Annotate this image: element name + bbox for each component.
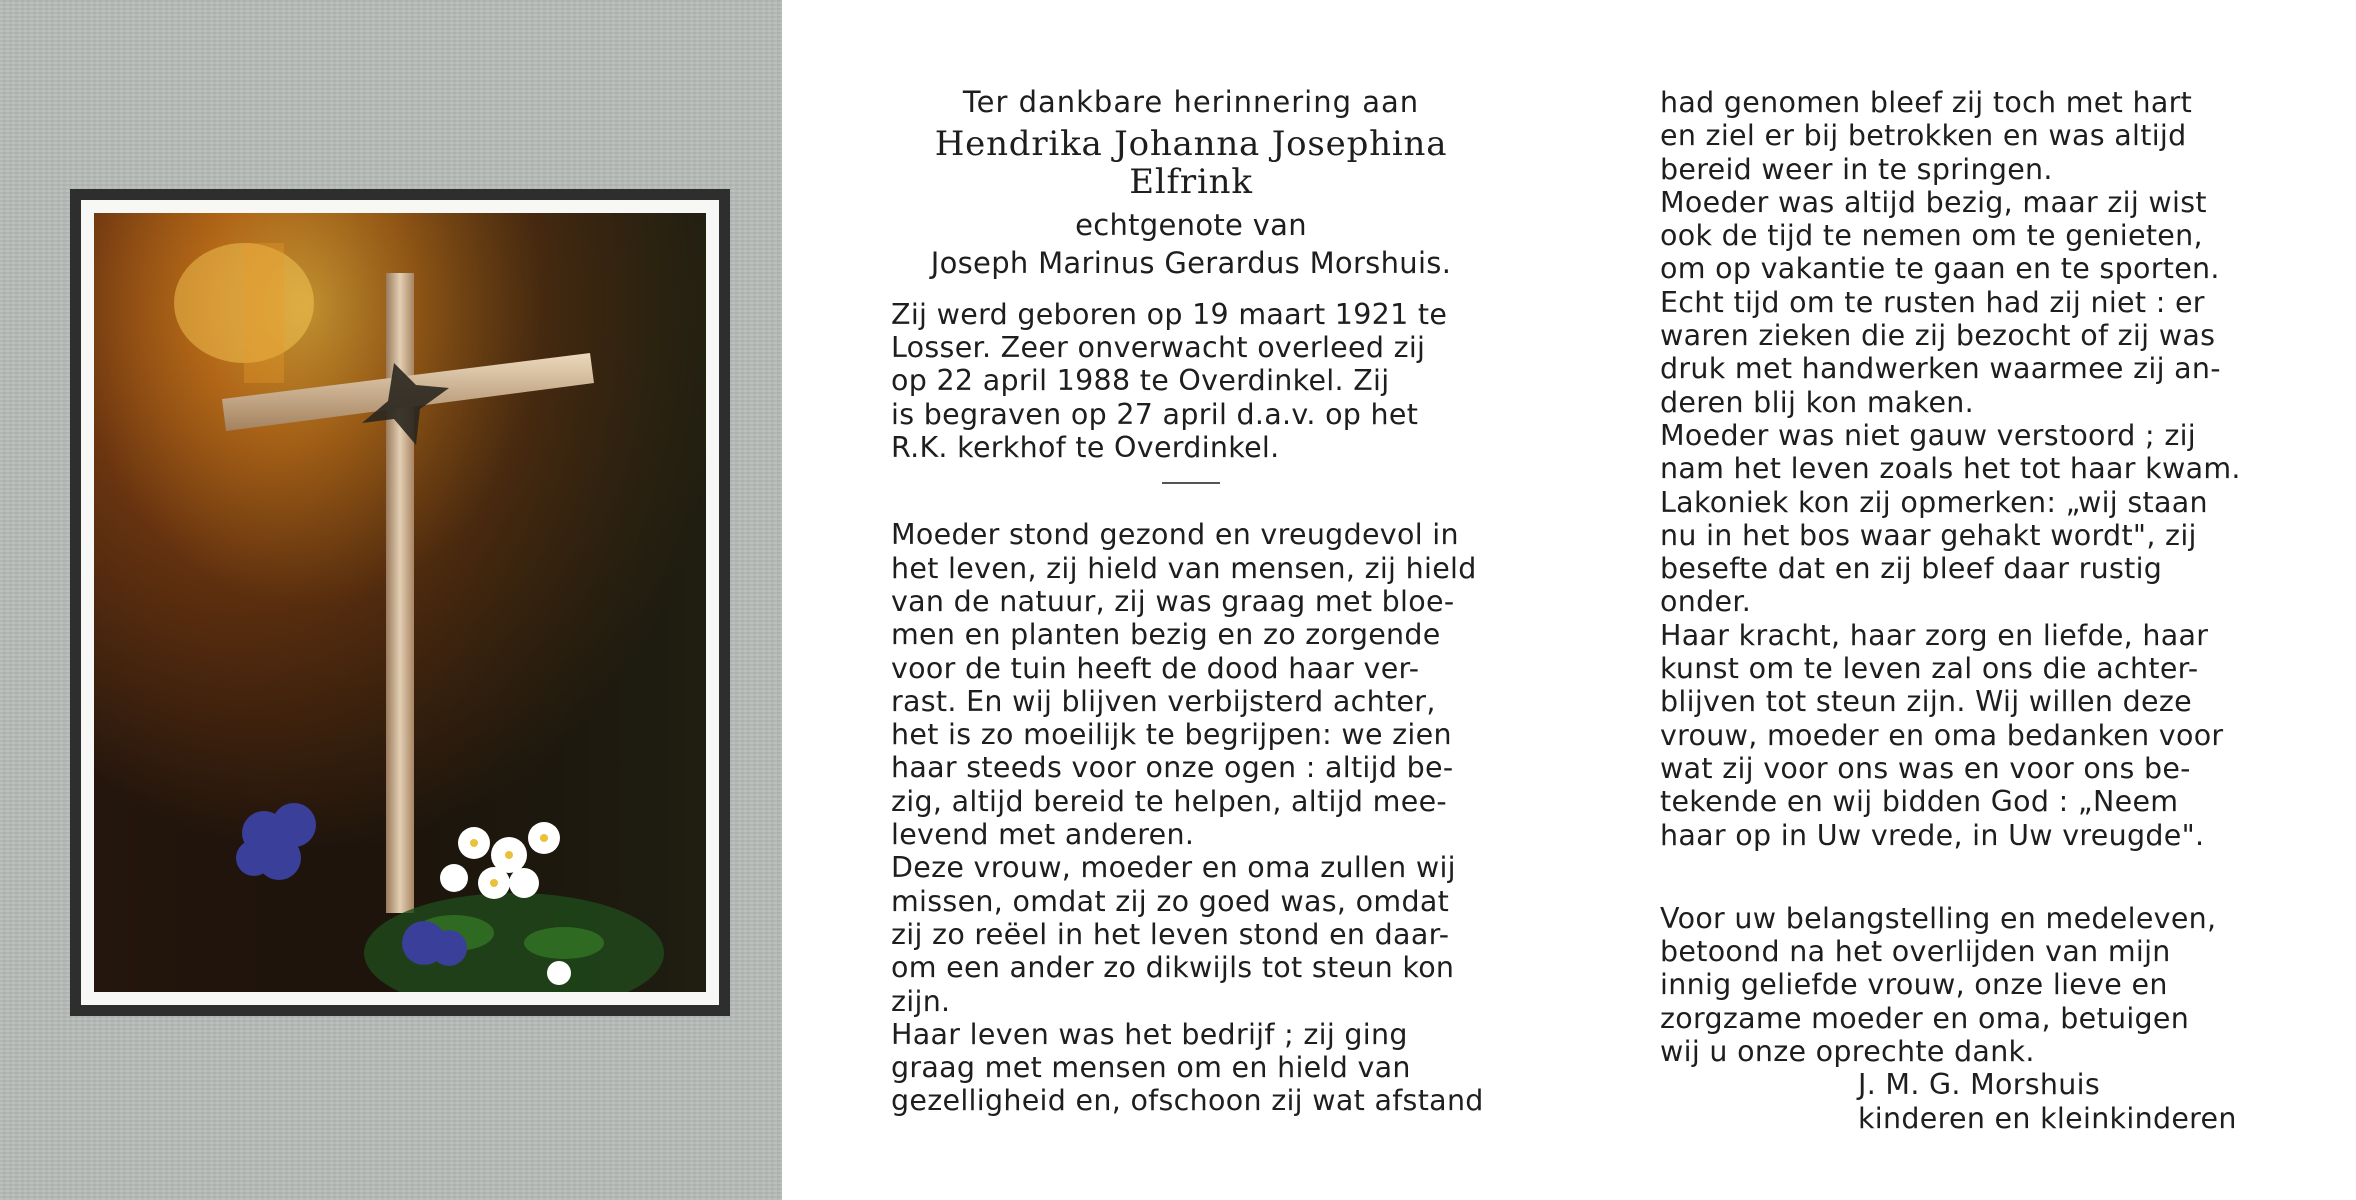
biography-part1 bbox=[891, 518, 1491, 1117]
biography-line: Haar kracht, haar zorg en liefde, haar bbox=[1660, 618, 2209, 652]
biography-line: Deze vrouw, moeder en oma zullen wij bbox=[891, 851, 1456, 885]
detail-line: R.K. kerkhof te Overdinkel. bbox=[891, 431, 1280, 465]
biography-line: men en planten bezig en zo zorgende bbox=[891, 618, 1441, 652]
spouse-intro: echtgenote van bbox=[1075, 208, 1307, 243]
biography-line: kunst om te leven zal ons die achter- bbox=[1660, 652, 2199, 686]
thanks-message bbox=[1660, 902, 2260, 1068]
thanks-line: innig geliefde vrouw, onze lieve en bbox=[1660, 968, 2168, 1002]
biography-line: wat zij voor ons was en voor ons be- bbox=[1660, 751, 2191, 785]
biography-line: Echt tijd om te rusten had zij niet : er bbox=[1660, 285, 2205, 319]
biography-line: zig, altijd bereid te helpen, altijd mee- bbox=[891, 784, 1447, 818]
biography-line: bereid weer in te springen. bbox=[1660, 152, 2053, 186]
biography-line: om een ander zo dikwijls tot steun kon bbox=[891, 951, 1455, 985]
biography-line: onder. bbox=[1660, 585, 1752, 619]
signature-name: J. M. G. Morshuis bbox=[1858, 1068, 2101, 1102]
biography-line: voor de tuin heeft de dood haar ver- bbox=[891, 651, 1420, 685]
detail-line: is begraven op 27 april d.a.v. op het bbox=[891, 397, 1419, 431]
biography-line: tekende en wij bidden God : „Neem bbox=[1660, 785, 2179, 819]
left-text-column bbox=[891, 86, 1491, 1118]
biography-line: Moeder was niet gauw verstoord ; zij bbox=[1660, 418, 2197, 452]
thanks-line: wij u onze oprechte dank. bbox=[1660, 1035, 2035, 1069]
biography-line: nu in het bos waar gehakt wordt", zij bbox=[1660, 518, 2197, 552]
biography-line: om op vakantie te gaan en te sporten. bbox=[1660, 252, 2220, 286]
biography-line: het leven, zij hield van mensen, zij hield bbox=[891, 551, 1477, 585]
detail-line: Zij werd geboren op 19 maart 1921 te bbox=[891, 297, 1448, 331]
biography-line: ook de tijd te nemen om te genieten, bbox=[1660, 219, 2203, 253]
biography-line: het is zo moeilijk te begrijpen: we zien bbox=[891, 718, 1452, 752]
biography-line: nam het leven zoals het tot haar kwam. bbox=[1660, 452, 2241, 486]
photo-frame bbox=[70, 189, 730, 1016]
cross-photo bbox=[94, 213, 706, 992]
biography-line: zij zo reëel in het leven stond en daar- bbox=[891, 917, 1450, 951]
deceased-name-line2: Elfrink bbox=[1129, 162, 1253, 203]
right-text-column bbox=[1660, 86, 2260, 1135]
biography-line: deren blij kon maken. bbox=[1660, 385, 1974, 419]
biography-line: zijn. bbox=[891, 984, 951, 1018]
biography-line: haar op in Uw vrede, in Uw vreugde". bbox=[1660, 818, 2205, 852]
detail-line: op 22 april 1988 te Overdinkel. Zij bbox=[891, 364, 1390, 398]
signature-family: kinderen en kleinkinderen bbox=[1858, 1101, 2237, 1135]
dedication-intro: Ter dankbare herinnering aan bbox=[962, 85, 1420, 119]
birth-death-details bbox=[891, 298, 1491, 464]
spouse-name: Joseph Marinus Gerardus Morshuis. bbox=[930, 245, 1452, 280]
biography-line: vrouw, moeder en oma bedanken voor bbox=[1660, 718, 2224, 752]
thanks-line: zorgzame moeder en oma, betuigen bbox=[1660, 1001, 2190, 1035]
biography-line: van de natuur, zij was graag met bloe- bbox=[891, 584, 1455, 618]
divider bbox=[1162, 482, 1220, 484]
biography-line: blijven tot steun zijn. Wij willen deze bbox=[1660, 685, 2192, 719]
deceased-name-line1: Hendrika Johanna Josephina bbox=[934, 124, 1448, 165]
biography-line: haar steeds voor onze ogen : altijd be- bbox=[891, 751, 1454, 785]
biography-line: graag met mensen om en hield van bbox=[891, 1051, 1411, 1085]
thanks-line: betoond na het overlijden van mijn bbox=[1660, 935, 2171, 969]
biography-line: en ziel er bij betrokken en was altijd bbox=[1660, 119, 2187, 153]
biography-line: Moeder stond gezond en vreugdevol in bbox=[891, 518, 1459, 552]
biography-line: besefte dat en zij bleef daar rustig bbox=[1660, 552, 2163, 586]
biography-line: Moeder was altijd bezig, maar zij wist bbox=[1660, 185, 2207, 219]
biography-line: gezelligheid en, ofschoon zij wat afstand bbox=[891, 1084, 1484, 1118]
photo-mat bbox=[81, 200, 719, 1005]
signature-block bbox=[1660, 1068, 2260, 1135]
biography-part2 bbox=[1660, 86, 2260, 852]
biography-line: Haar leven was het bedrijf ; zij ging bbox=[891, 1017, 1408, 1051]
memorial-card-cover bbox=[0, 0, 782, 1200]
biography-line: had genomen bleef zij toch met hart bbox=[1660, 86, 2193, 119]
biography-line: druk met handwerken waarmee zij an- bbox=[1660, 352, 2221, 386]
biography-line: rast. En wij blijven verbijsterd achter, bbox=[891, 684, 1436, 718]
biography-line: waren zieken die zij bezocht of zij was bbox=[1660, 319, 2216, 353]
detail-line: Losser. Zeer onverwacht overleed zij bbox=[891, 331, 1426, 365]
biography-line: levend met anderen. bbox=[891, 818, 1195, 852]
biography-line: Lakoniek kon zij opmerken: „wij staan bbox=[1660, 485, 2208, 519]
biography-line: missen, omdat zij zo goed was, omdat bbox=[891, 884, 1450, 918]
thanks-line: Voor uw belangstelling en medeleven, bbox=[1660, 901, 2217, 935]
